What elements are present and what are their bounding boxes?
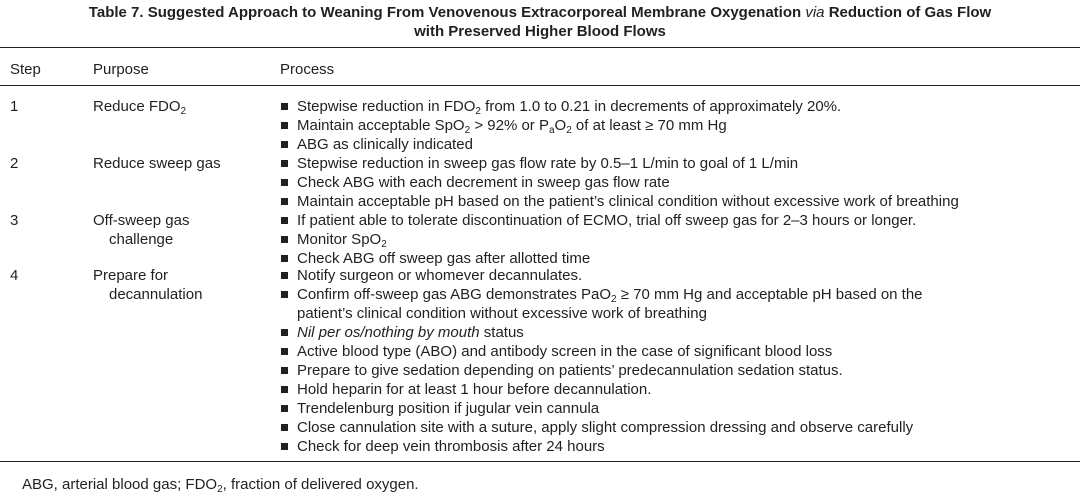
list-item: Hold heparin for at least 1 hour before decannulation. [280, 380, 923, 399]
header-process: Process [280, 61, 335, 78]
bullet-icon [281, 122, 288, 129]
list-item: Monitor SpO$_2$ [280, 230, 916, 249]
process-list-1 [280, 97, 841, 154]
bullet-icon [281, 405, 288, 412]
table-title: Table 7. Suggested Approach to Weaning From Venovenous Extracorporeal Membrane Oxygenation via Reduction of Gas Flow with Preserved Higher Blood Flows [88, 4, 992, 40]
bullet-icon [281, 424, 288, 431]
bullet-icon [281, 443, 288, 450]
bullet-icon [281, 272, 288, 279]
list-item: Check ABG off sweep gas after allotted time [280, 249, 916, 268]
bullet-icon [281, 179, 288, 186]
purpose-1: Reduce $FDO_2$ [93, 98, 187, 117]
step-4: 4 [10, 267, 19, 284]
bullet-icon [281, 348, 288, 355]
list-item: Notify surgeon or whomever decannulates. [280, 266, 923, 285]
header-purpose: Purpose [93, 61, 149, 78]
bullet-icon [281, 386, 288, 393]
step-1: 1 [10, 98, 19, 115]
bullet-icon [281, 255, 288, 262]
list-item: Close cannulation site with a suture, apply slight compression dressing and observe carefully [280, 418, 923, 437]
list-item: Maintain acceptable SpO$_2$ > 92% or $P_aO_2$ of at least ≥ 70 mm Hg [280, 116, 841, 135]
purpose-4: Prepare for decannulation [93, 267, 203, 303]
list-item: Trendelenburg position if jugular vein cannula [280, 399, 923, 418]
list-item: Active blood type (ABO) and antibody screen in the case of significant blood loss [280, 342, 923, 361]
bullet-icon [281, 198, 288, 205]
list-item: Prepare to give sedation depending on patients’ predecannulation sedation status. [280, 361, 923, 380]
list-item: Confirm off-sweep gas ABG demonstrates PaO$_2$ ≥ 70 mm Hg and acceptable pH based on the patient’s clinical condition without excessive work of breathing [280, 285, 923, 323]
step-2: 2 [10, 155, 19, 172]
bullet-icon [281, 329, 288, 336]
process-list-3 [280, 211, 916, 268]
purpose-3: Off-sweep gas challenge [93, 212, 190, 248]
list-item: Maintain acceptable pH based on the patient’s clinical condition without excessive work of breathing [280, 192, 959, 211]
bullet-icon [281, 236, 288, 243]
list-item: Check for deep vein thrombosis after 24 hours [280, 437, 923, 456]
bullet-icon [281, 160, 288, 167]
list-item: ABG as clinically indicated [280, 135, 841, 154]
bullet-icon [281, 141, 288, 148]
list-item: Nil per os/nothing by mouth status [280, 323, 923, 342]
process-list-4 [280, 266, 923, 456]
table-footnote: ABG, arterial blood gas; $FDO_2$, fraction of delivered oxygen. [22, 476, 419, 495]
bullet-icon [281, 217, 288, 224]
step-3: 3 [10, 212, 19, 229]
bullet-icon [281, 367, 288, 374]
top-rule [0, 47, 1080, 48]
purpose-2: Reduce sweep gas [93, 155, 221, 172]
header-step: Step [10, 61, 41, 78]
bottom-rule [0, 461, 1080, 462]
list-item: Check ABG with each decrement in sweep gas flow rate [280, 173, 959, 192]
list-item: Stepwise reduction in $FDO_2$ from 1.0 to 0.21 in decrements of approximately 20%. [280, 97, 841, 116]
header-rule [0, 85, 1080, 86]
list-item: If patient able to tolerate discontinuation of ECMO, trial off sweep gas for 2–3 hours or longer. [280, 211, 916, 230]
bullet-icon [281, 103, 288, 110]
bullet-icon [281, 291, 288, 298]
list-item: Stepwise reduction in sweep gas flow rate by 0.5–1 L/min to goal of 1 L/min [280, 154, 959, 173]
process-list-2 [280, 154, 959, 211]
